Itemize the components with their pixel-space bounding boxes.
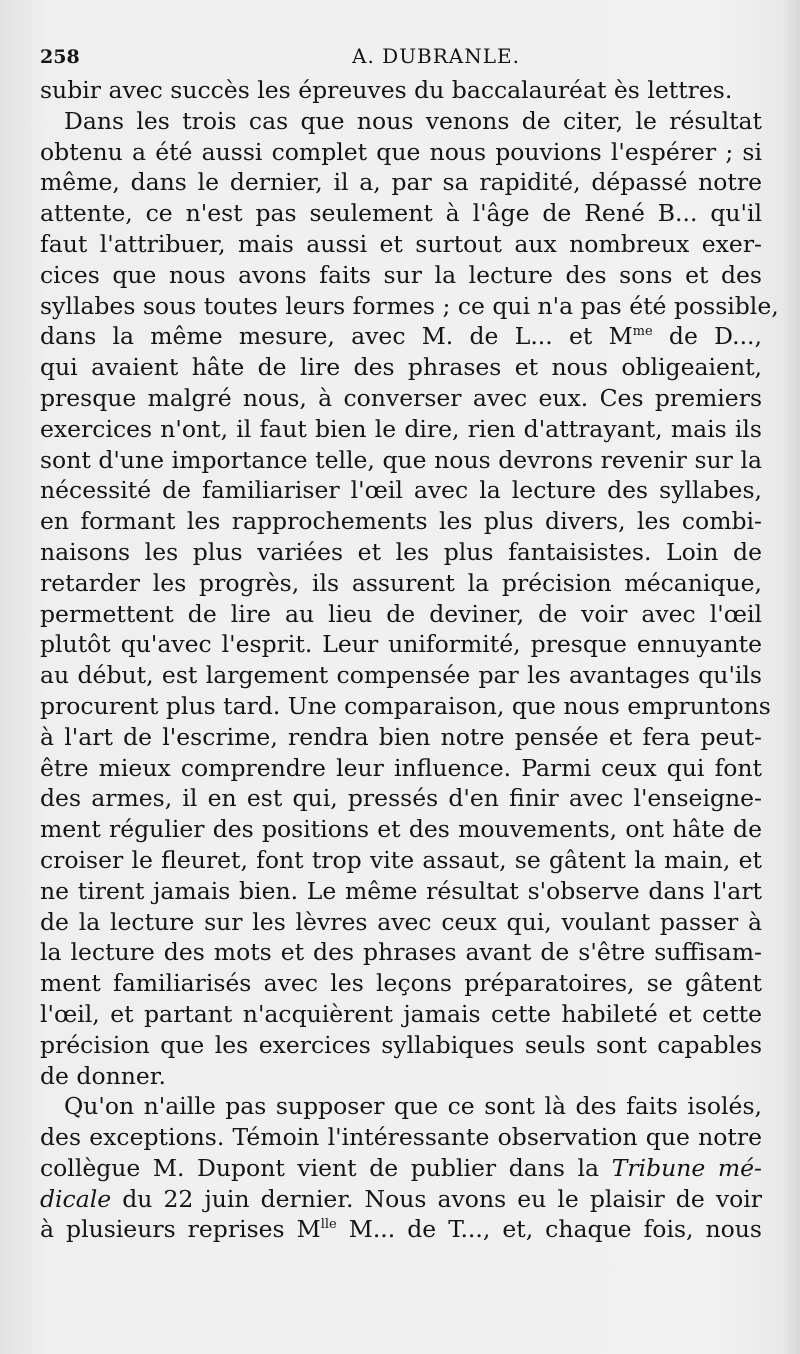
- text-line: de la lecture sur les lèvres avec ceux qui, voulant passer à: [40, 907, 762, 936]
- text-segment: M... de T..., et, chaque fois, nous: [336, 1215, 762, 1244]
- text-line: au début, est largement compensée par les avantages qu'ils: [40, 661, 762, 690]
- text-line: des armes, il en est qui, pressés d'en finir avec l'enseigne-: [40, 784, 762, 813]
- text-line: obtenu a été aussi complet que nous pouvions l'espérer ; si: [40, 137, 762, 166]
- text-line: cices que nous avons faits sur la lecture des sons et des: [40, 260, 762, 289]
- text-line: syllabes sous toutes leurs formes ; ce qui n'a pas été possible,: [40, 291, 779, 320]
- text-line: attente, ce n'est pas seulement à l'âge de René B... qu'il: [40, 199, 762, 228]
- text-line: Qu'on n'aille pas supposer que ce sont là des faits isolés,: [64, 1092, 762, 1121]
- text-line: faut l'attribuer, mais aussi et surtout aux nombreux exer-: [40, 229, 762, 258]
- text-line: Dans les trois cas que nous venons de citer, le résultat: [64, 106, 762, 135]
- text-line: subir avec succès les épreuves du baccalauréat ès lettres.: [40, 76, 733, 104]
- text-line: naisons les plus variées et les plus fantaisistes. Loin de: [40, 537, 762, 566]
- text-line: même, dans le dernier, il a, par sa rapidité, dépassé notre: [40, 168, 762, 197]
- text-line: [40, 321, 762, 352]
- text-line: être mieux comprendre leur influence. Parmi ceux qui font: [40, 753, 762, 782]
- text-segment: dans la même mesure, avec M. de L... et M: [40, 322, 633, 351]
- text-line: à l'art de l'escrime, rendra bien notre pensée et fera peut-: [40, 722, 762, 751]
- text-line: [40, 1184, 762, 1215]
- superscript: me: [632, 324, 653, 340]
- text-line: exercices n'ont, il faut bien le dire, rien d'attrayant, mais ils: [40, 414, 762, 443]
- text-line: sont d'une importance telle, que nous devrons revenir sur la: [40, 445, 762, 474]
- text-line: des exceptions. Témoin l'intéressante observation que notre: [40, 1123, 762, 1152]
- text-line: ne tirent jamais bien. Le même résultat s'observe dans l'art: [40, 876, 762, 905]
- text-line: précision que les exercices syllabiques seuls sont capables: [40, 1030, 762, 1059]
- text-line: nécessité de familiariser l'œil avec la lecture des syllabes,: [40, 476, 762, 505]
- text-line: l'œil, et partant n'acquièrent jamais cette habileté et cette: [40, 999, 762, 1028]
- text-segment: à plusieurs reprises M: [40, 1215, 321, 1244]
- text-segment: du 22 juin dernier. Nous avons eu le plaisir de voir: [111, 1184, 762, 1213]
- page-header: [40, 44, 760, 78]
- text-line: [40, 1153, 762, 1184]
- text-line: la lecture des mots et des phrases avant de s'être suffisam-: [40, 938, 762, 967]
- journal-title-cont: dicale: [40, 1184, 112, 1213]
- text-line: permettent de lire au lieu de deviner, de voir avec l'œil: [40, 599, 762, 628]
- page-number: 258: [40, 46, 80, 68]
- superscript: lle: [320, 1217, 337, 1233]
- text-line: plutôt qu'avec l'esprit. Leur uniformité, presque ennuyante: [40, 630, 762, 659]
- text-line: retarder les progrès, ils assurent la précision mécanique,: [40, 568, 762, 597]
- text-line: [40, 1214, 762, 1245]
- text-segment: de D...,: [652, 322, 762, 351]
- text-line: ment familiarisés avec les leçons préparatoires, se gâtent: [40, 969, 762, 998]
- text-line: ment régulier des positions et des mouvements, ont hâte de: [40, 815, 762, 844]
- body-text: [40, 75, 779, 1245]
- running-head: A. DUBRANLE.: [352, 44, 520, 68]
- text-line: qui avaient hâte de lire des phrases et nous obligeaient,: [40, 353, 762, 382]
- text-segment: collègue M. Dupont vient de publier dans la: [40, 1153, 612, 1182]
- text-line: en formant les rapprochements les plus divers, les combi-: [40, 507, 762, 536]
- text-line: de donner.: [40, 1061, 166, 1090]
- text-line: presque malgré nous, à converser avec eux. Ces premiers: [40, 383, 762, 412]
- page-edge-shadow: [782, 0, 800, 1354]
- text-line: procurent plus tard. Une comparaison, que nous empruntons: [40, 691, 771, 720]
- journal-title: Tribune mé-: [611, 1153, 762, 1182]
- text-line: croiser le fleuret, font trop vite assaut, se gâtent la main, et: [40, 845, 762, 874]
